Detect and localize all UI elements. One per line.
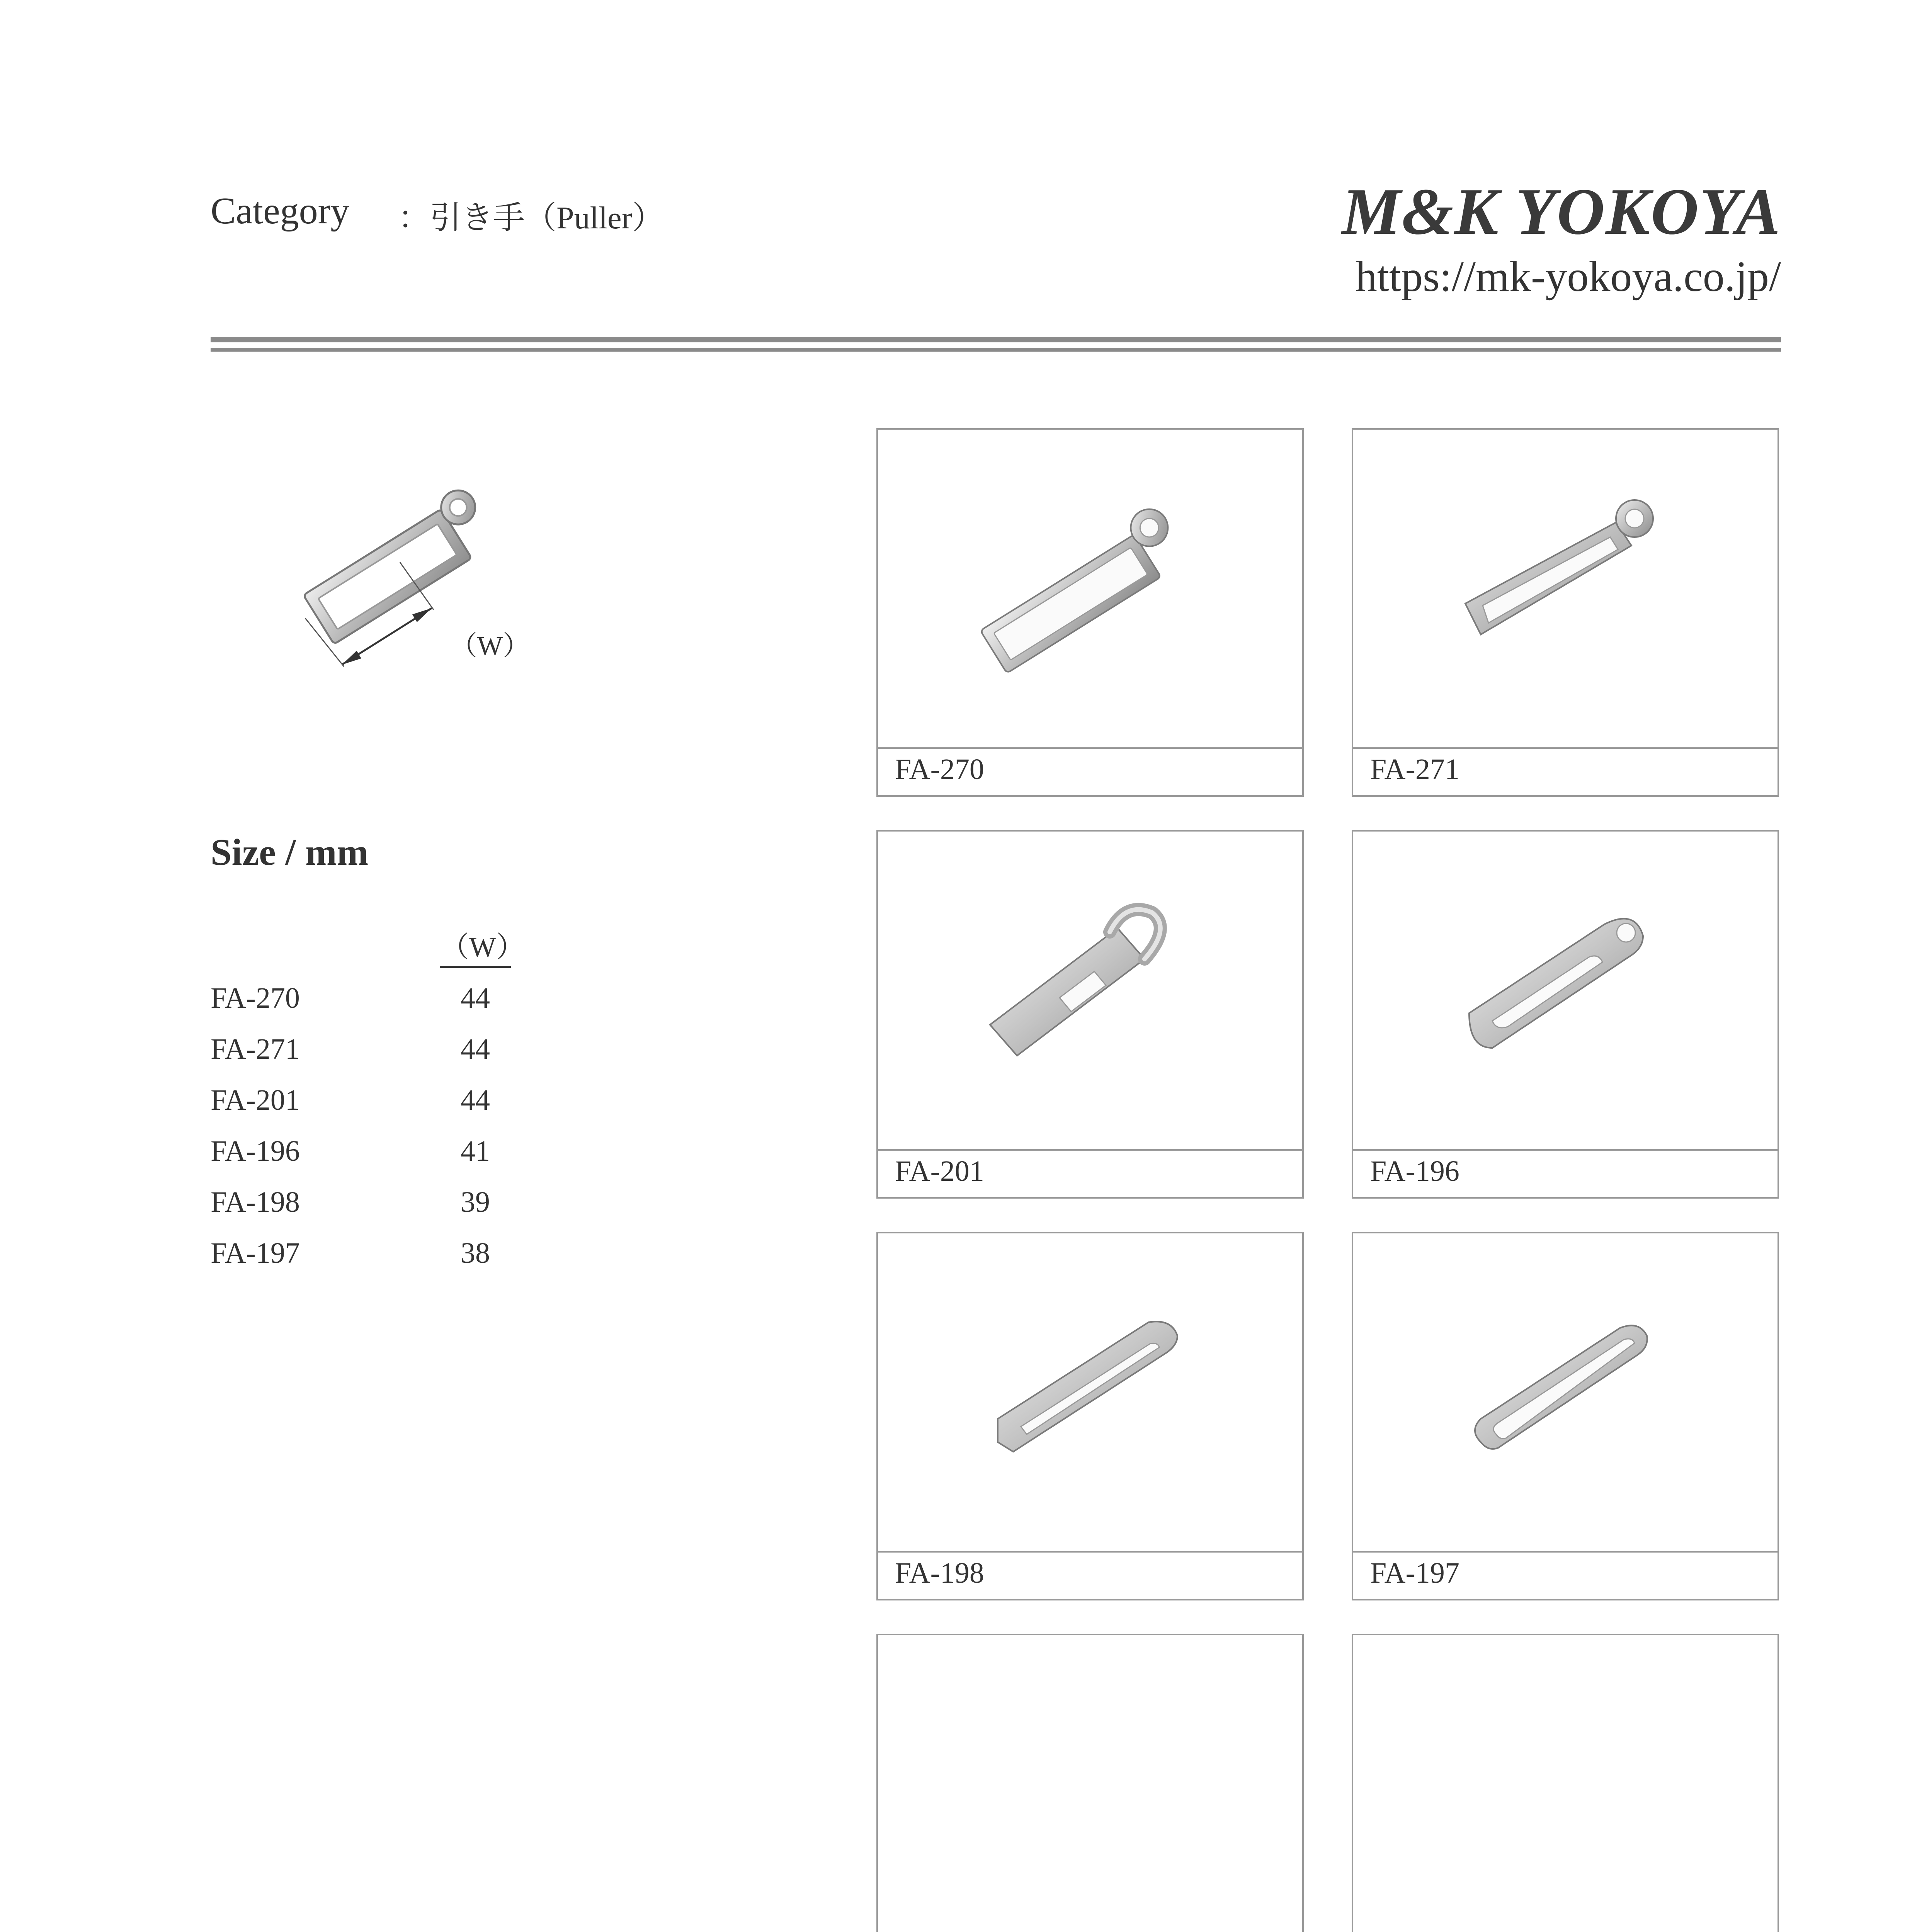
product-card[interactable] [1352,830,1779,1199]
size-row-code: FA-271 [211,1033,300,1065]
header-rule-bottom [211,348,1781,352]
product-photo [878,430,1302,749]
category-value: ：引き手（Puller） [398,200,664,235]
brand-logo: M&K YOKOYA [1342,175,1781,248]
product-card-empty [1352,1634,1779,1932]
product-code: FA-197 [1370,1557,1459,1589]
product-code: FA-198 [895,1557,984,1589]
product-photo [1353,430,1778,749]
puller-trapezoid-image [1353,430,1778,746]
product-card[interactable] [1352,428,1779,797]
size-row-value: 44 [461,1033,490,1065]
size-row-code: FA-196 [211,1135,300,1167]
size-row-code: FA-201 [211,1084,300,1116]
size-row-value: 44 [461,982,490,1014]
product-card[interactable] [1352,1232,1779,1600]
diagram-puller-image [211,456,558,711]
product-card[interactable] [876,428,1304,797]
size-column-underline [440,966,511,968]
product-photo-empty [1353,1635,1778,1932]
dimension-diagram [211,456,558,711]
product-photo [1353,832,1778,1151]
puller-rectangle-image [878,430,1302,746]
product-photo [1353,1233,1778,1553]
puller-tapered-slot-image [1353,832,1778,1148]
size-column-header: （W） [441,932,525,963]
category-label: Category [211,190,350,232]
size-row-code: FA-198 [211,1186,300,1218]
product-card[interactable] [876,830,1304,1199]
product-code: FA-201 [895,1155,984,1187]
product-card[interactable] [876,1232,1304,1600]
product-code: FA-270 [895,753,984,786]
header-rule-top [211,337,1781,342]
puller-long-loop-image [878,1233,1302,1549]
puller-plate-window-image [878,832,1302,1148]
product-code: FA-196 [1370,1155,1459,1187]
size-table-title: Size / mm [211,832,369,873]
size-row-code: FA-270 [211,982,300,1014]
product-code: FA-271 [1370,753,1459,786]
puller-paperclip-image [1353,1233,1778,1549]
size-row-value: 44 [461,1084,490,1116]
size-row-value: 41 [461,1135,490,1167]
size-row-code: FA-197 [211,1237,300,1269]
product-photo [878,832,1302,1151]
product-photo [878,1233,1302,1553]
product-photo-empty [878,1635,1302,1932]
size-row-value: 38 [461,1237,490,1269]
website-url[interactable]: https://mk-yokoya.co.jp/ [1355,253,1781,301]
size-row-value: 39 [461,1186,490,1218]
diagram-dimension-label: （W） [450,631,530,661]
product-card-empty [876,1634,1304,1932]
